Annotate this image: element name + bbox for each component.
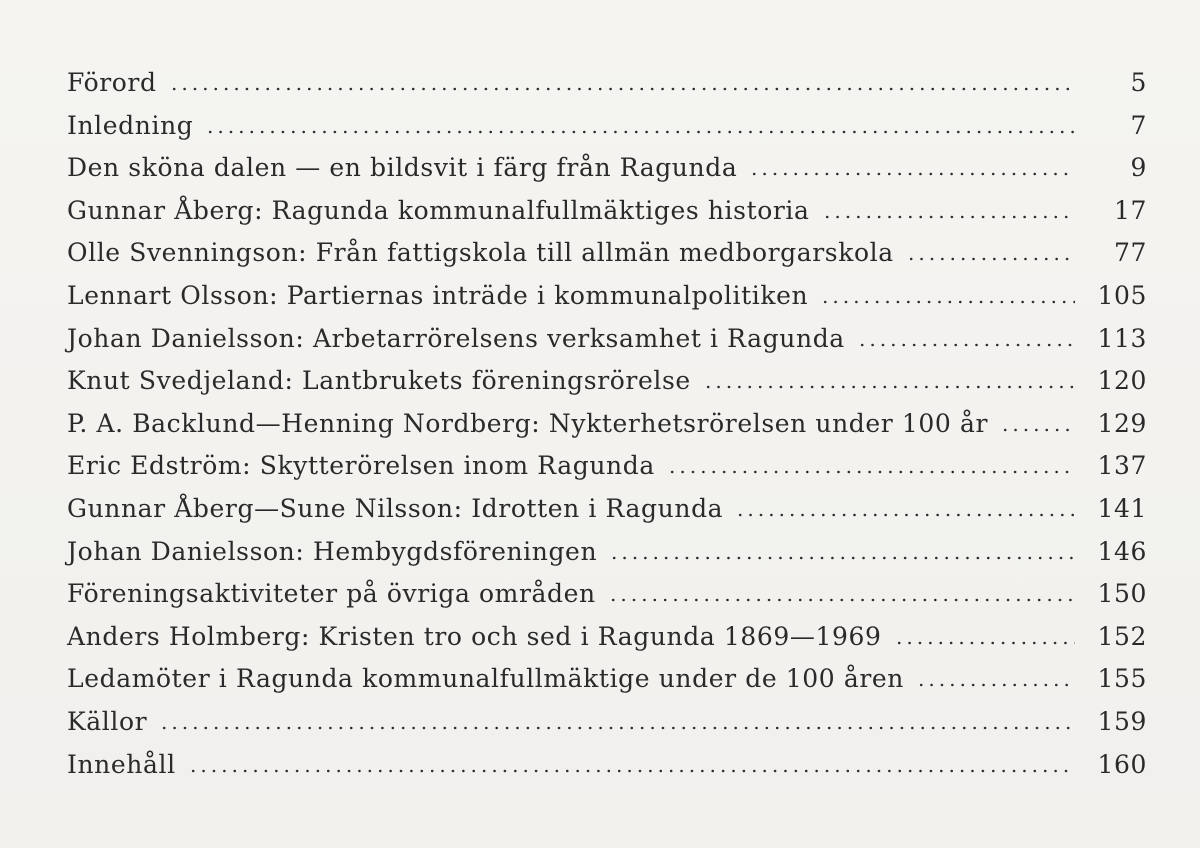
toc-entry-page-number: 137	[1097, 451, 1147, 481]
toc-entry-title: Källor	[67, 706, 148, 736]
toc-entry-page-number: 150	[1097, 579, 1147, 609]
toc-entry	[67, 190, 1147, 233]
toc-entry	[67, 488, 1147, 531]
toc-entry	[67, 62, 1147, 105]
dot-leader	[735, 513, 1075, 517]
toc-entry-page-number: 113	[1097, 323, 1147, 353]
toc-entry	[67, 275, 1147, 318]
toc-entry-title: Lennart Olsson: Partiernas inträde i kommunalpolitiken	[67, 280, 809, 310]
toc-entry-title: Gunnar Åberg—Sune Nilsson: Idrotten i Ragunda	[67, 493, 724, 523]
dot-leader	[159, 726, 1075, 730]
dot-leader	[1000, 428, 1075, 432]
toc-entry-page-number: 155	[1097, 664, 1147, 694]
toc-entry	[67, 573, 1147, 616]
toc-entry-page-number: 105	[1097, 280, 1147, 310]
toc-entry-page-number: 17	[1113, 195, 1147, 225]
toc-entry-title: Knut Svedjeland: Lantbrukets föreningsrörelse	[67, 366, 691, 396]
toc-entry-title: Ledamöter i Ragunda kommunalfullmäktige under de 100 åren	[67, 664, 904, 694]
dot-leader	[822, 215, 1075, 219]
toc-entry-title: Den sköna dalen — en bildsvit i färg från Ragunda	[67, 153, 738, 183]
toc-entry	[67, 658, 1147, 701]
dot-leader	[894, 641, 1075, 645]
toc-entry-page-number: 5	[1130, 68, 1147, 97]
toc-entry	[67, 744, 1147, 787]
toc-entry-title: Föreningsaktiviteter på övriga områden	[67, 579, 596, 609]
toc-entry-title: Johan Danielsson: Hembygdsföreningen	[67, 536, 598, 566]
dot-leader	[608, 598, 1075, 602]
dot-leader	[703, 385, 1075, 389]
toc-entry	[67, 105, 1147, 148]
toc-entry	[67, 701, 1147, 744]
toc-entry-title: Eric Edström: Skytterörelsen inom Ragunda	[67, 451, 655, 481]
toc-entry	[67, 360, 1147, 403]
dot-leader	[916, 683, 1075, 687]
toc-entry-page-number: 129	[1097, 408, 1147, 438]
toc-entry-title: Innehåll	[67, 749, 176, 779]
table-of-contents	[67, 62, 1147, 786]
toc-entry	[67, 403, 1147, 446]
toc-entry-page-number: 9	[1130, 153, 1147, 183]
dot-leader	[188, 769, 1075, 773]
toc-entry-page-number: 160	[1097, 749, 1147, 779]
dot-leader	[749, 172, 1075, 176]
dot-leader	[906, 257, 1075, 261]
toc-entry	[67, 445, 1147, 488]
toc-entry	[67, 318, 1147, 361]
toc-entry-title: Johan Danielsson: Arbetarrörelsens verksamhet i Ragunda	[67, 323, 845, 353]
toc-entry-title: Olle Svenningson: Från fattigskola till allmän medborgarskola	[67, 238, 894, 268]
dot-leader	[205, 130, 1075, 134]
toc-entry-page-number: 7	[1130, 110, 1147, 140]
toc-entry-title: Förord	[67, 68, 157, 97]
dot-leader	[667, 470, 1075, 474]
toc-entry-title: Gunnar Åberg: Ragunda kommunalfullmäktiges historia	[67, 195, 810, 225]
dot-leader	[169, 87, 1075, 91]
dot-leader	[857, 343, 1075, 347]
toc-entry	[67, 531, 1147, 574]
dot-leader	[820, 300, 1075, 304]
toc-entry-title: P. A. Backlund—Henning Nordberg: Nykterhetsrörelsen under 100 år	[67, 408, 989, 438]
toc-entry-page-number: 77	[1113, 238, 1147, 268]
toc-entry	[67, 616, 1147, 659]
toc-entry-page-number: 146	[1097, 536, 1147, 566]
toc-entry-page-number: 120	[1097, 366, 1147, 396]
toc-entry-title: Anders Holmberg: Kristen tro och sed i Ragunda 1869—1969	[67, 621, 882, 651]
toc-entry-page-number: 152	[1097, 621, 1147, 651]
dot-leader	[609, 556, 1075, 560]
toc-entry	[67, 232, 1147, 275]
toc-entry-title: Inledning	[67, 110, 194, 140]
toc-entry	[67, 147, 1147, 190]
toc-entry-page-number: 141	[1097, 493, 1147, 523]
toc-entry-page-number: 159	[1097, 706, 1147, 736]
